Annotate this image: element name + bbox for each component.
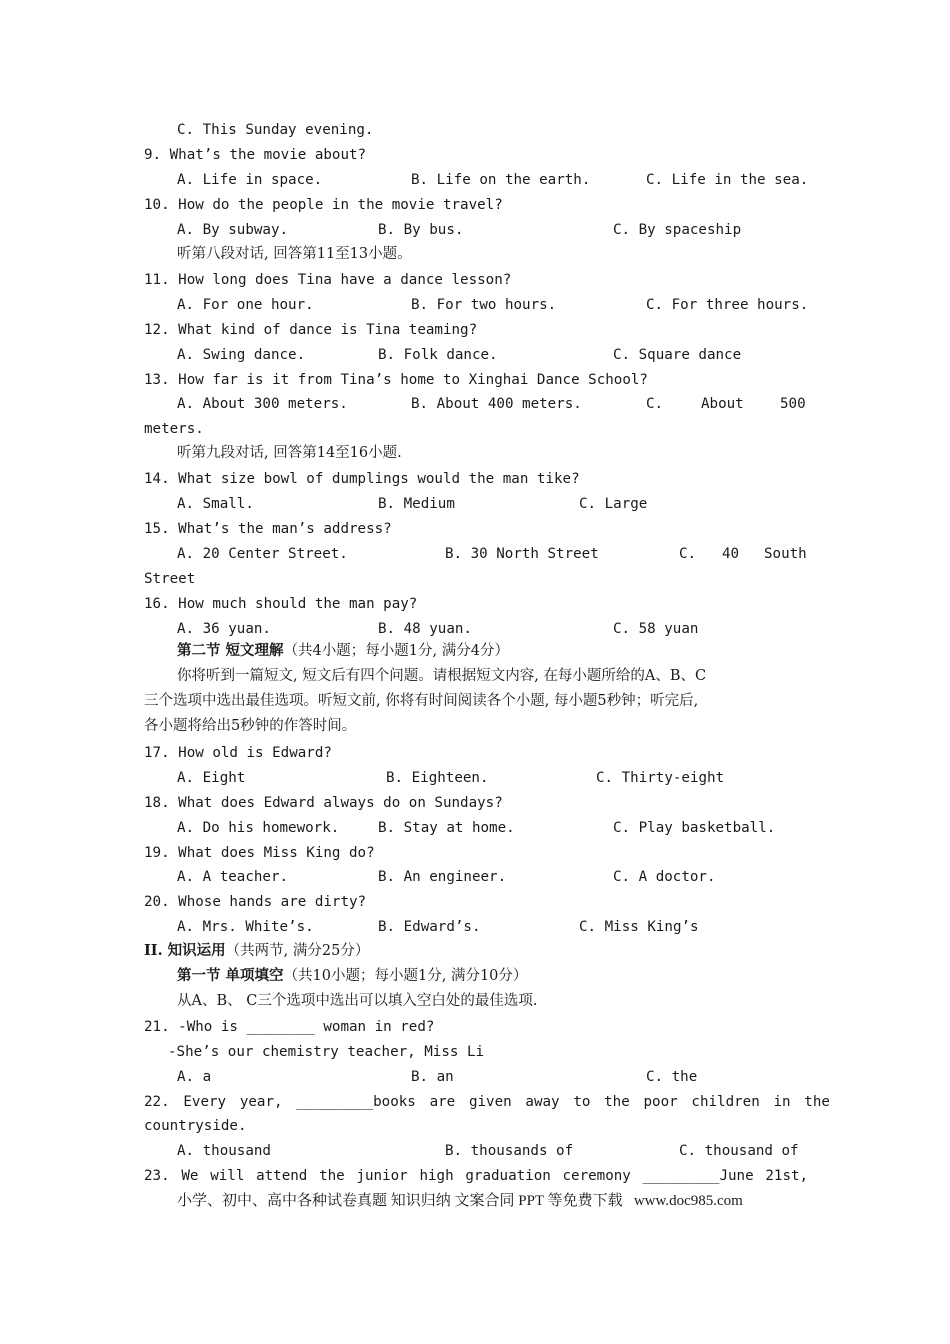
part2-paragraph-line-2: 三个选项中选出最佳选项。听短文前, 你将有时间阅读各个小题, 每小题5秒钟；听完后, <box>144 693 699 709</box>
q22-question: 22. Every year, _________books are given away to the poor children in the <box>144 1094 830 1110</box>
q9-option-c: C. Life in the sea. <box>646 172 809 188</box>
q13-option-c-continuation: meters. <box>144 421 204 437</box>
q12-option-c: C. Square dance <box>613 347 742 363</box>
q16-option-b: B. 48 yuan. <box>378 621 472 637</box>
q20-question: 20. Whose hands are dirty? <box>144 894 367 910</box>
q12-option-b: B. Folk dance. <box>378 347 498 363</box>
q17-option-b: B. Eighteen. <box>386 770 489 786</box>
part1-title: 第一节 单项填空 <box>177 967 284 984</box>
q20-option-c: C. Miss King’s <box>579 919 699 935</box>
q19-question: 19. What does Miss King do? <box>144 845 375 861</box>
q20-option-a: A. Mrs. White’s. <box>177 919 314 935</box>
q22-option-c: C. thousand of <box>679 1143 799 1159</box>
q9-option-a: A. Life in space. <box>177 172 323 188</box>
q10-option-a: A. By subway. <box>177 222 289 238</box>
section-2-note: （共两节, 满分25分） <box>225 943 370 959</box>
q22-option-a: A. thousand <box>177 1143 271 1159</box>
q21-option-a: A. a <box>177 1069 212 1085</box>
q15-option-c-continuation: Street <box>144 571 196 587</box>
q13-option-c-number: 500 <box>780 396 806 412</box>
q13-option-b: B. About 400 meters. <box>411 396 582 412</box>
q18-option-c: C. Play basketball. <box>613 820 776 836</box>
q8-option-c: C. This Sunday evening. <box>177 122 374 138</box>
q17-option-a: A. Eight <box>177 770 246 786</box>
q15-option-c-number: 40 <box>722 546 740 562</box>
q15-question: 15. What’s the man’s address? <box>144 521 392 537</box>
q10-option-b: B. By bus. <box>378 222 464 238</box>
q15-option-c-word: South <box>764 546 807 562</box>
part1-instruction: 从A、B、 C三个选项中选出可以填入空白处的最佳选项. <box>177 993 538 1009</box>
q14-question: 14. What size bowl of dumplings would the man tike? <box>144 471 580 487</box>
q15-option-a: A. 20 Center Street. <box>177 546 348 562</box>
q23-question: 23. We will attend the junior high graduation ceremony _________June 21st, <box>144 1168 809 1184</box>
section-2-heading <box>144 942 369 960</box>
q13-option-c-word: About <box>701 396 744 412</box>
q19-option-b: B. An engineer. <box>378 869 507 885</box>
q18-question: 18. What does Edward always do on Sundays? <box>144 795 503 811</box>
q16-option-a: A. 36 yuan. <box>177 621 271 637</box>
section-2-title: II. 知识运用 <box>144 942 226 959</box>
section-8-instruction: 听第八段对话, 回答第11至13小题。 <box>177 246 412 262</box>
q15-option-c-letter: C. <box>679 546 697 562</box>
q18-option-a: A. Do his homework. <box>177 820 340 836</box>
q11-option-a: A. For one hour. <box>177 297 314 313</box>
q21-option-c: C. the <box>646 1069 698 1085</box>
part2-heading <box>177 642 509 660</box>
q21-question: 21. -Who is ________ woman in red? <box>144 1019 435 1035</box>
part2-paragraph-line-3: 各小题将给出5秒钟的作答时间。 <box>144 718 357 734</box>
q12-option-a: A. Swing dance. <box>177 347 306 363</box>
part2-note: （共4小题；每小题1分, 满分4分） <box>283 643 509 659</box>
part1-note: （共10小题；每小题1分, 满分10分） <box>283 968 528 984</box>
section-9-instruction: 听第九段对话, 回答第14至16小题. <box>177 445 402 461</box>
q9-question: 9. What’s the movie about? <box>144 147 367 163</box>
q10-question: 10. How do the people in the movie travel? <box>144 197 503 213</box>
part2-title: 第二节 短文理解 <box>177 642 284 659</box>
q11-option-c: C. For three hours. <box>646 297 809 313</box>
q13-option-a: A. About 300 meters. <box>177 396 348 412</box>
q13-option-c-letter: C. <box>646 396 664 412</box>
part1-heading <box>177 967 527 985</box>
q9-option-b: B. Life on the earth. <box>411 172 591 188</box>
q21-answer-line: -She’s our chemistry teacher, Miss Li <box>168 1044 485 1060</box>
q10-option-c: C. By spaceship <box>613 222 742 238</box>
q14-option-c: C. Large <box>579 496 648 512</box>
part2-paragraph-line-1: 你将听到一篇短文, 短文后有四个问题。请根据短文内容, 在每小题所给的A、B、C <box>177 668 707 684</box>
q22-continuation: countryside. <box>144 1118 247 1134</box>
q16-question: 16. How much should the man pay? <box>144 596 418 612</box>
q20-option-b: B. Edward’s. <box>378 919 481 935</box>
q11-option-b: B. For two hours. <box>411 297 557 313</box>
q14-option-a: A. Small. <box>177 496 254 512</box>
q13-question: 13. How far is it from Tina’s home to Xinghai Dance School? <box>144 372 648 388</box>
q14-option-b: B. Medium <box>378 496 455 512</box>
q16-option-c: C. 58 yuan <box>613 621 699 637</box>
q17-question: 17. How old is Edward? <box>144 745 332 761</box>
q19-option-c: C. A doctor. <box>613 869 716 885</box>
q21-option-b: B. an <box>411 1069 454 1085</box>
q11-question: 11. How long does Tina have a dance lesson? <box>144 272 512 288</box>
q22-option-b: B. thousands of <box>445 1143 574 1159</box>
q19-option-a: A. A teacher. <box>177 869 289 885</box>
q17-option-c: C. Thirty-eight <box>596 770 725 786</box>
page-footer: 小学、初中、高中各种试卷真题 知识归纳 文案合同 PPT 等免费下载 www.doc985.com <box>177 1193 743 1209</box>
q12-question: 12. What kind of dance is Tina teaming? <box>144 322 478 338</box>
q15-option-b: B. 30 North Street <box>445 546 599 562</box>
q18-option-b: B. Stay at home. <box>378 820 515 836</box>
